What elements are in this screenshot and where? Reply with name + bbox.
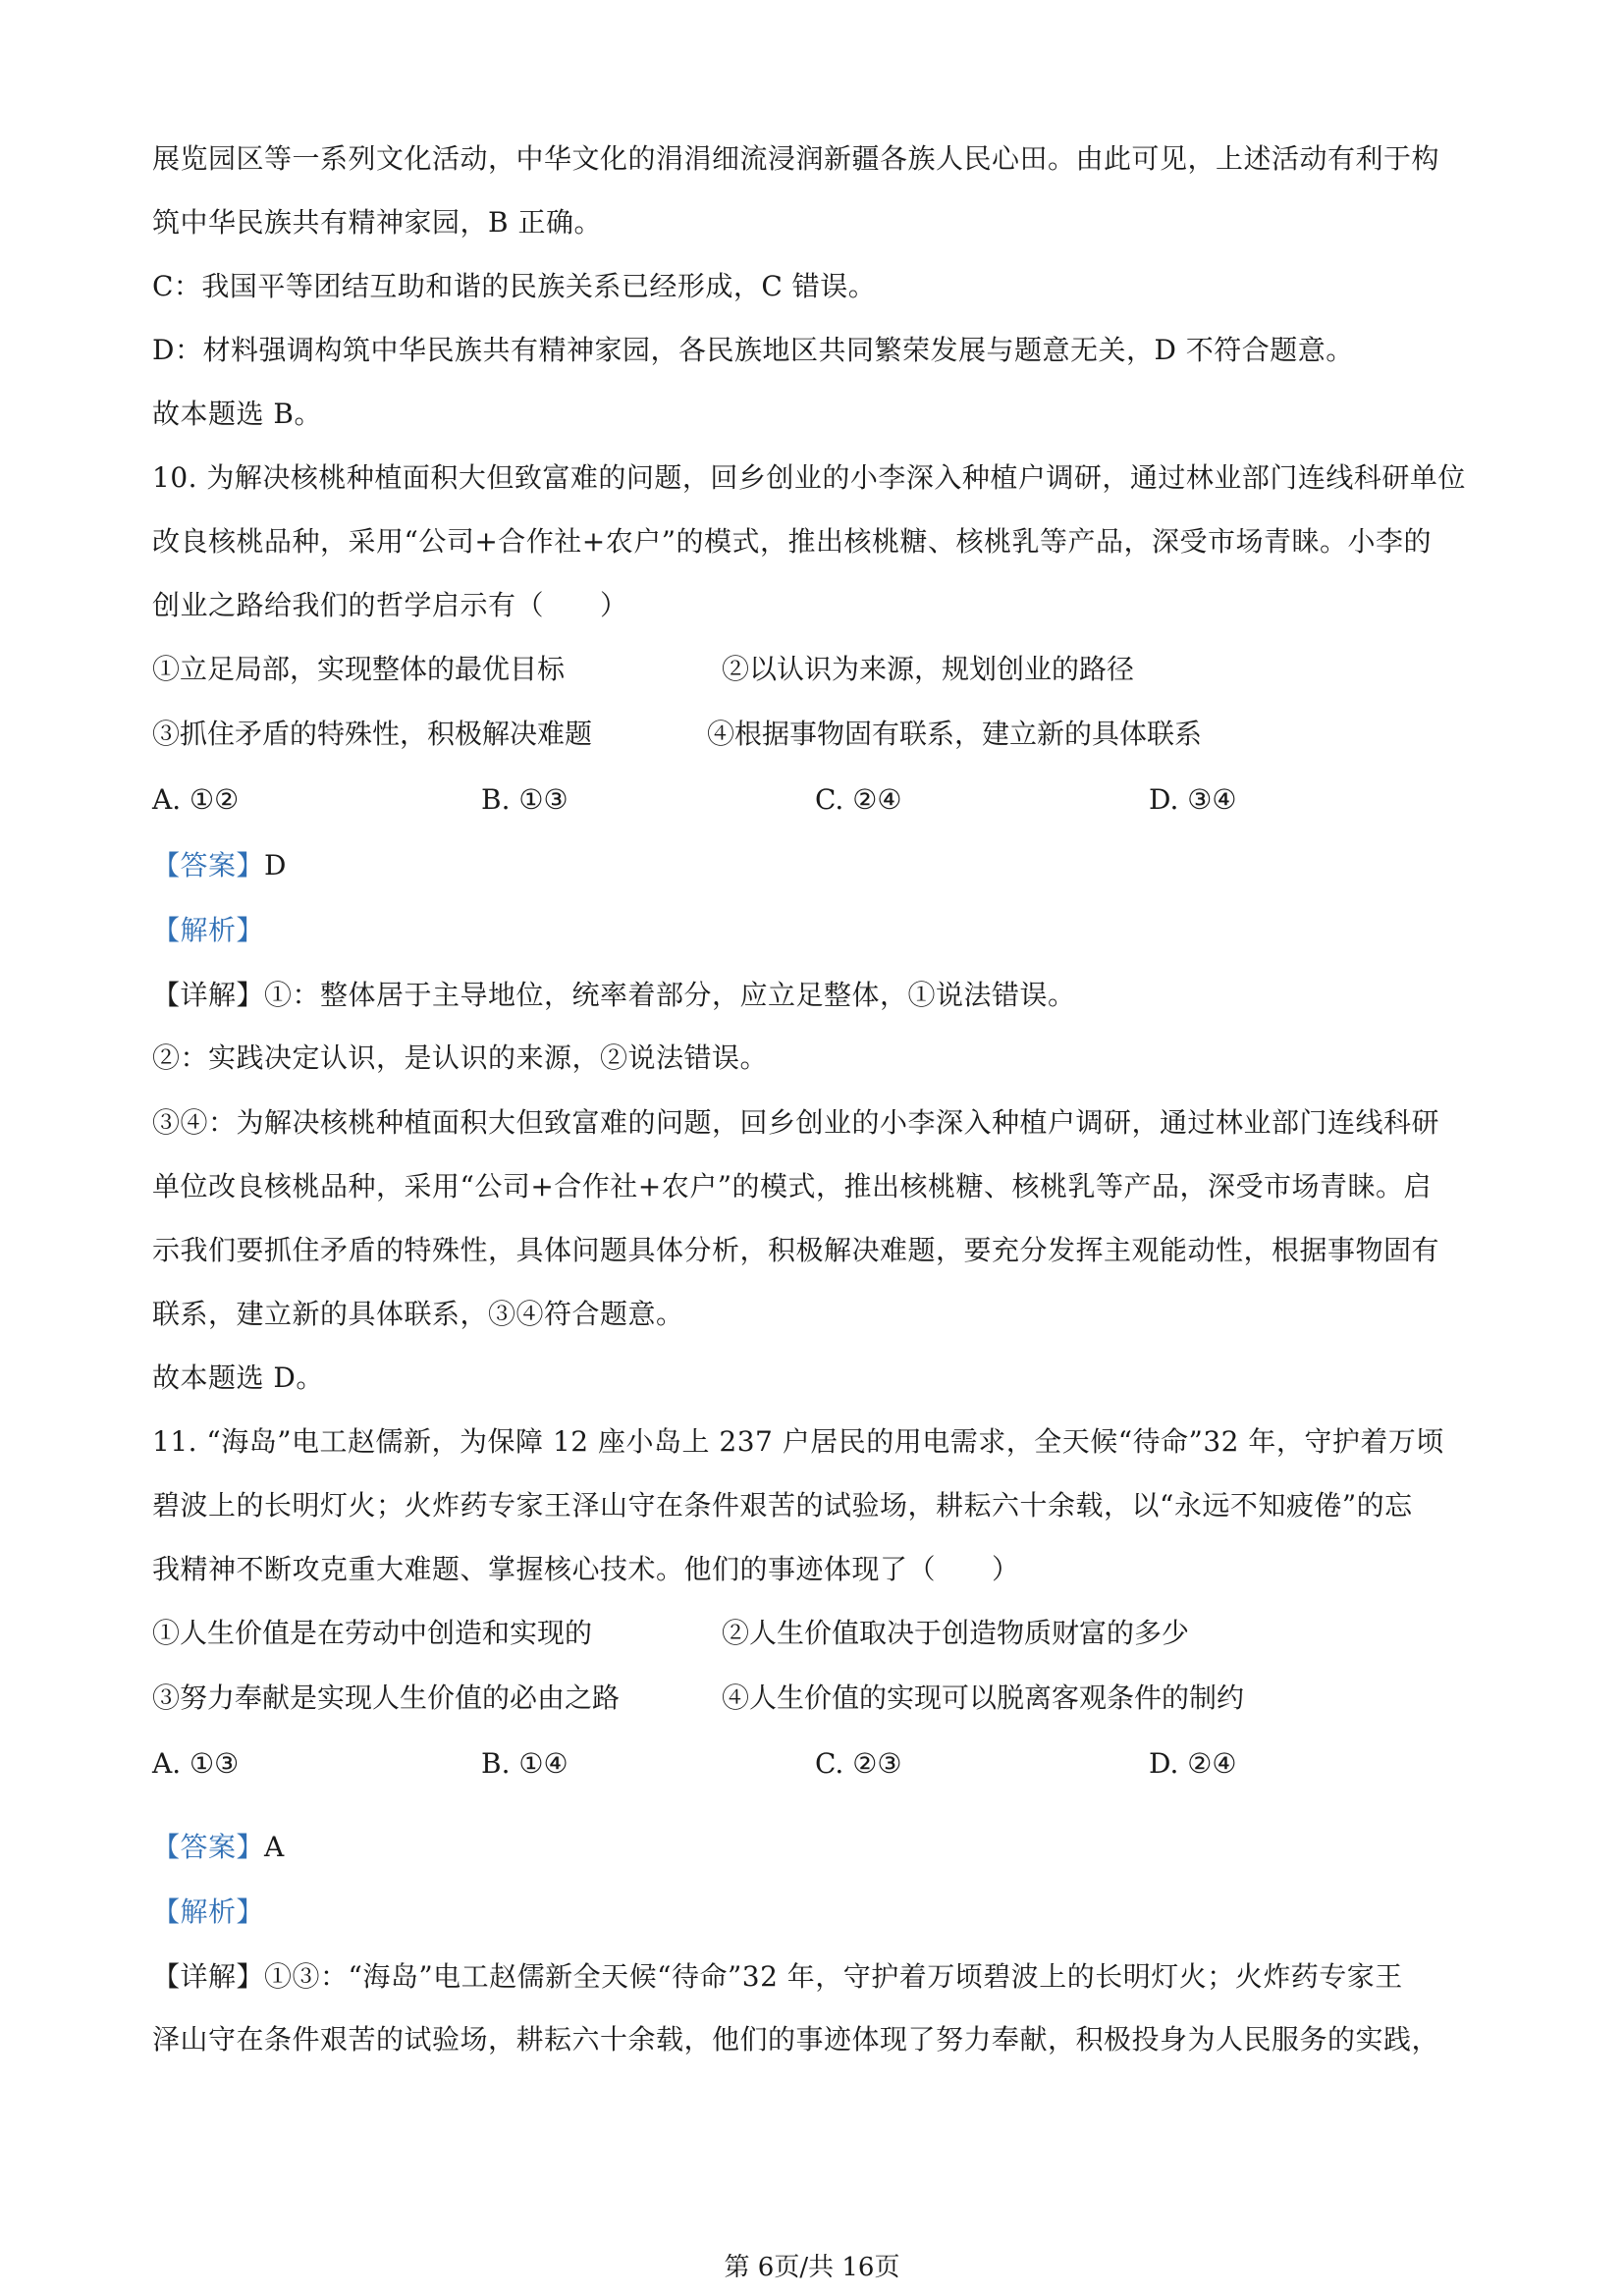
q10-item-2: ②以认识为来源，规划创业的路径 (722, 653, 1135, 685)
q11-option-c: C. ②③ (815, 1747, 902, 1780)
q11-option-b: B. ①④ (481, 1747, 568, 1780)
q11-item-4: ④人生价值的实现可以脱离客观条件的制约 (722, 1682, 1245, 1714)
page-number: 第 6页/共 16页 (724, 2253, 900, 2282)
q10-detail-line: ③④：为解决核桃种植面积大但致富难的问题，回乡创业的小李深入种植户调研，通过林业部门连线科研 (152, 1106, 1440, 1139)
question-10-stem: 创业之路给我们的哲学启示有（ ） (152, 589, 628, 621)
q10-detail-line: 单位改良核桃品种，采用“公司+合作社+农户”的模式，推出核桃糖、核桃乳等产品，深受市场青睐。启 (152, 1170, 1433, 1202)
q11-analysis-tag: 【解析】 (152, 1896, 265, 1928)
q11-answer (152, 1828, 285, 1867)
question-11-stem: 11. “海岛”电工赵儒新，为保障 12 座小岛上 237 户居民的用电需求，全天候“待命”32 年，守护着万顷 (152, 1425, 1444, 1458)
detail-tag: 【详解】 (152, 1960, 265, 1993)
answer-tag: 【答案】 (152, 849, 265, 881)
q10-detail-line: ②：实践决定认识，是认识的来源，②说法错误。 (152, 1041, 769, 1074)
detail-tag: 【详解】 (152, 979, 265, 1011)
q10-detail-line (152, 976, 1076, 1015)
q10-option-c: C. ②④ (815, 783, 902, 816)
question-10-stem: 改良核桃品种，采用“公司+合作社+农户”的模式，推出核桃糖、核桃乳等产品，深受市场青睐。小李的 (152, 525, 1433, 558)
paragraph-line: D：材料强调构筑中华民族共有精神家园，各民族地区共同繁荣发展与题意无关，D 不符合题意。 (152, 334, 1354, 366)
q11-item-3: ③努力奉献是实现人生价值的必由之路 (152, 1682, 621, 1714)
q10-detail-line: 示我们要抓住矛盾的特殊性，具体问题具体分析，积极解决难题，要充分发挥主观能动性，根据事物固有 (152, 1234, 1440, 1266)
detail-text: ①③：“海岛”电工赵儒新全天候“待命”32 年，守护着万顷碧波上的长明灯火；火炸药专家王 (264, 1960, 1403, 1993)
q11-detail-line (152, 1957, 1403, 1997)
q10-analysis-tag: 【解析】 (152, 914, 265, 946)
q10-detail-line: 故本题选 D。 (152, 1362, 324, 1394)
q11-item-2: ②人生价值取决于创造物质财富的多少 (722, 1617, 1190, 1649)
paragraph-line: 筑中华民族共有精神家园，B 正确。 (152, 206, 602, 239)
paragraph-line: 展览园区等一系列文化活动，中华文化的涓涓细流浸润新疆各族人民心田。由此可见，上述活动有利于构 (152, 142, 1440, 175)
q10-item-1: ①立足局部，实现整体的最优目标 (152, 653, 566, 685)
q10-option-d: D. ③④ (1149, 783, 1237, 816)
answer-value: D (264, 849, 287, 881)
question-10-stem: 10. 为解决核桃种植面积大但致富难的问题，回乡创业的小李深入种植户调研，通过林业部门连线科研单位 (152, 461, 1466, 494)
q10-item-3: ③抓住矛盾的特殊性，积极解决难题 (152, 718, 593, 750)
q10-option-b: B. ①③ (481, 783, 568, 816)
q10-item-4: ④根据事物固有联系，建立新的具体联系 (707, 718, 1203, 750)
question-11-stem: 我精神不断攻克重大难题、掌握核心技术。他们的事迹体现了（ ） (152, 1553, 1020, 1585)
answer-tag: 【答案】 (152, 1831, 265, 1863)
q11-option-d: D. ②④ (1149, 1747, 1237, 1780)
q10-answer (152, 846, 287, 885)
q11-item-1: ①人生价值是在劳动中创造和实现的 (152, 1617, 593, 1649)
paragraph-line: 故本题选 B。 (152, 398, 322, 430)
q10-option-a: A. ①② (152, 783, 240, 816)
question-11-stem: 碧波上的长明灯火；火炸药专家王泽山守在条件艰苦的试验场，耕耘六十余载，以“永远不知疲倦”的忘 (152, 1489, 1413, 1522)
detail-text: ①：整体居于主导地位，统率着部分，应立足整体，①说法错误。 (264, 979, 1076, 1011)
answer-value: A (264, 1831, 285, 1863)
q11-detail-line: 泽山守在条件艰苦的试验场，耕耘六十余载，他们的事迹体现了努力奉献，积极投身为人民服务的实践， (152, 2023, 1440, 2056)
q10-detail-line: 联系，建立新的具体联系，③④符合题意。 (152, 1298, 684, 1330)
paragraph-line: C：我国平等团结互助和谐的民族关系已经形成，C 错误。 (152, 270, 877, 302)
q11-option-a: A. ①③ (152, 1747, 240, 1780)
